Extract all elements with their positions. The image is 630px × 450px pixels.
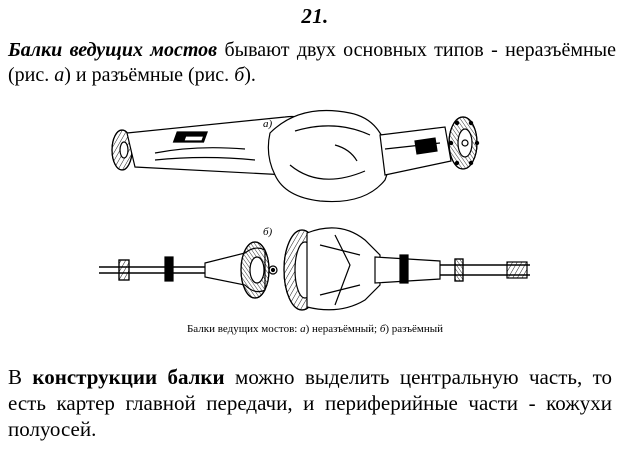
intro-fig-b: б [234,64,245,86]
figure-label-a: а) [263,118,273,130]
intro-text-2: ) и разъёмные (рис. [64,64,235,86]
caption-start: Балки ведущих мостов: [186,323,301,335]
intro-text-1: бывают двух основных типов - неразъёмные (рис. [8,39,616,86]
body-paragraph [8,364,612,442]
body-bold: конструкции балки [32,365,225,389]
caption-a-letter: а [300,323,306,335]
figure-label-b: б) [263,226,273,238]
caption-b-letter: б [379,323,386,335]
intro-lead: Балки ведущих мостов [8,39,218,61]
figure-caption [0,322,630,336]
body-part-2: можно выделить центральную часть, то есть картер главной передачи, и периферийные части - кожухи полуосей. [8,365,613,441]
intro-paragraph [8,38,616,88]
caption-a-text: ) неразъёмный; [305,323,380,335]
axle-beams-figure [95,105,535,320]
intro-text-3: ). [244,64,256,86]
intro-fig-a: а [54,64,65,86]
slide-number: 21. [301,4,329,28]
body-part-1: В [8,365,33,389]
axle-beams-drawing [95,105,535,320]
axle-beam-split-drawing [99,228,530,310]
caption-b-text: ) разъёмный [385,323,444,335]
axle-beam-one-piece-drawing [112,111,479,202]
